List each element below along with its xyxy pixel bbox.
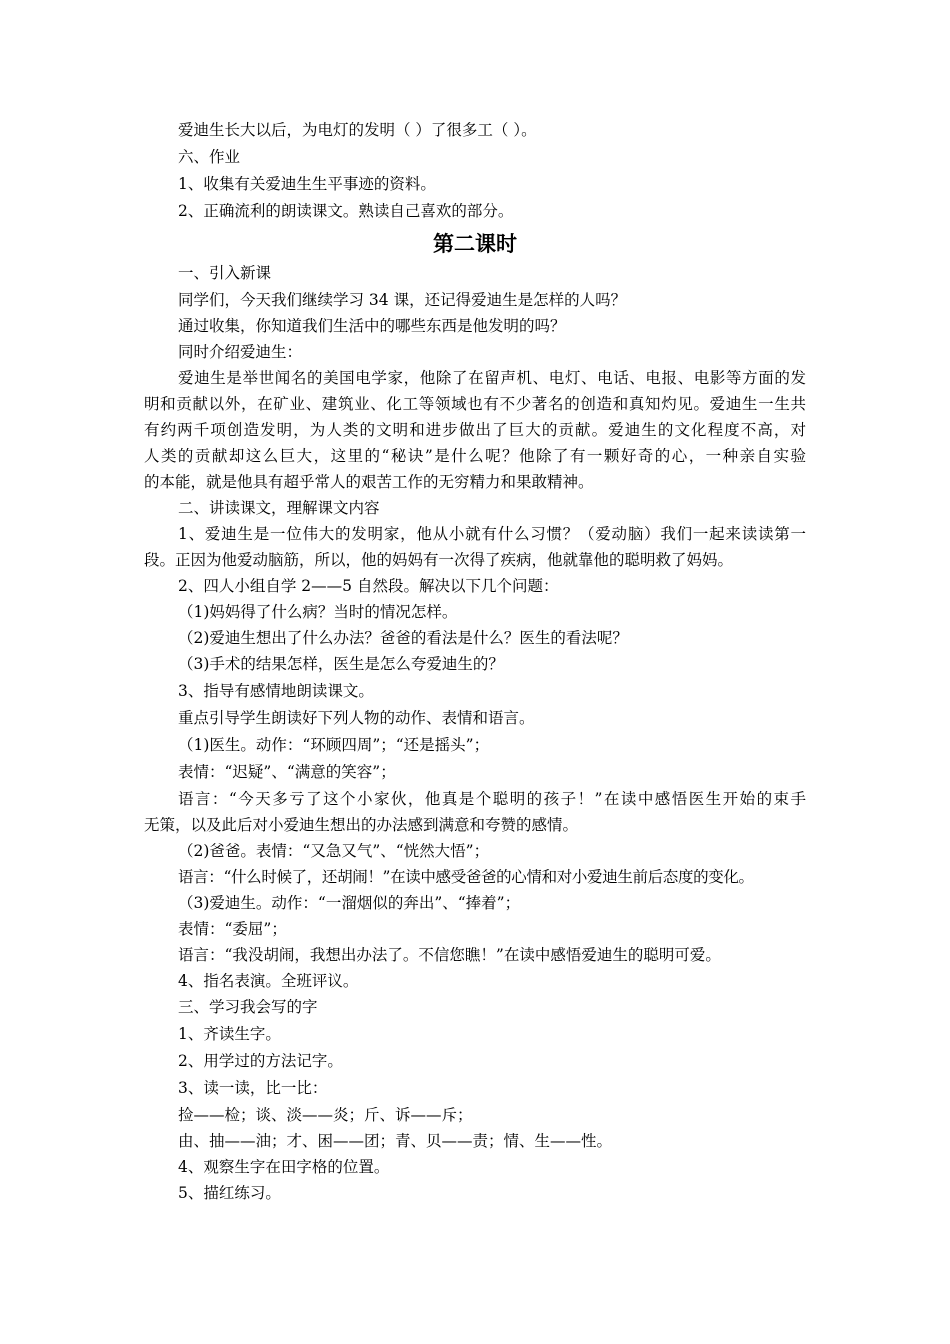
text-line: 同时介绍爱迪生： (178, 343, 303, 361)
paragraph-line: 人类的贡献却这么巨大，这里的“秘诀”是什么呢？他除了有一颗好奇的心，一种亲自实验 (144, 447, 806, 465)
section-title: 六、作业 (178, 148, 241, 166)
text-line: 4、观察生字在田字格的位置。 (178, 1158, 390, 1176)
paragraph-line: 明和贡献以外，在矿业、建筑业、化工等领域也有不少著名的创造和真知灼见。爱迪生一生共 (144, 395, 806, 413)
paragraph-line: 无策，以及此后对小爱迪生想出的办法感到满意和夸赞的感情。 (144, 816, 579, 834)
section-title: 二、讲读课文，理解课文内容 (178, 499, 380, 517)
paragraph-line: 爱迪生是举世闻名的美国电学家，他除了在留声机、电灯、电话、电报、电影等方面的发 (178, 369, 806, 387)
paragraph-line: 语言：“今天多亏了这个小家伙，他真是个聪明的孩子！”在读中感悟医生开始的束手 (178, 790, 806, 808)
question-item: （3)手术的结果怎样，医生是怎么夸爱迪生的？ (178, 655, 504, 673)
text-line: 3、指导有感情地朗读课文。 (178, 682, 374, 700)
lesson-heading: 第二课时 (433, 231, 517, 256)
question-item: （2)爱迪生想出了什么办法？爸爸的看法是什么？医生的看法呢？ (178, 629, 628, 647)
text-line: （2)爸爸。表情：“又急又气”、“恍然大悟”； (178, 842, 490, 860)
text-line: 3、读一读，比一比： (178, 1079, 328, 1097)
section-title: 三、学习我会写的字 (178, 998, 318, 1016)
text-line: 重点引导学生朗读好下列人物的动作、表情和语言。 (178, 709, 535, 727)
text-line: 表情：“委屈”； (178, 920, 287, 938)
text-line: 2、用学过的方法记字。 (178, 1052, 343, 1070)
paragraph-line: 段。正因为他爱动脑筋，所以，他的妈妈有一次得了疾病，他就靠他的聪明救了妈妈。 (144, 551, 734, 569)
text-line: 5、描红练习。 (178, 1184, 281, 1202)
text-line: （1)医生。动作：“环顾四周”；“还是摇头”； (178, 736, 490, 754)
text-line: 1、收集有关爱迪生生平事迹的资料。 (178, 175, 436, 193)
text-line: 1、齐读生字。 (178, 1025, 281, 1043)
text-line: 爱迪生长大以后，为电灯的发明（ ）了很多工（ ）。 (178, 121, 537, 139)
text-line: 由、抽——油；才、困——团；青、贝——责；情、生——性。 (178, 1132, 613, 1150)
text-line: 2、四人小组自学 2——5 自然段。解决以下几个问题： (178, 577, 559, 595)
text-line: 通过收集，你知道我们生活中的哪些东西是他发明的吗？ (178, 317, 566, 335)
question-item: （1)妈妈得了什么病？当时的情况怎样。 (178, 603, 458, 621)
text-line: 捡——检；谈、淡——炎；斤、诉——斥； (178, 1106, 473, 1124)
paragraph-line: 的本能，就是他具有超乎常人的艰苦工作的无穷精力和果敢精神。 (144, 473, 594, 491)
text-line: （3)爱迪生。动作：“一溜烟似的奔出”、“捧着”； (178, 894, 521, 912)
text-line: 语言：“我没胡闹，我想出办法了。不信您瞧！”在读中感悟爱迪生的聪明可爱。 (178, 946, 721, 964)
text-line: 语言：“什么时候了，还胡闹！”在读中感受爸爸的心情和对小爱迪生前后态度的变化。 (178, 868, 754, 886)
text-line: 4、指名表演。全班评议。 (178, 972, 359, 990)
paragraph-line: 1、爱迪生是一位伟大的发明家，他从小就有什么习惯？（爱动脑）我们一起来读读第一 (178, 525, 806, 543)
paragraph-line: 有约两千项创造发明，为人类的文明和进步做出了巨大的贡献。爱迪生的文化程度不高，对 (144, 421, 806, 439)
text-line: 2、正确流利的朗读课文。熟读自己喜欢的部分。 (178, 202, 514, 220)
text-line: 表情：“迟疑”、“满意的笑容”； (178, 763, 396, 781)
text-line: 同学们，今天我们继续学习 34 课，还记得爱迪生是怎样的人吗？ (178, 291, 627, 309)
section-title: 一、引入新课 (178, 264, 272, 282)
